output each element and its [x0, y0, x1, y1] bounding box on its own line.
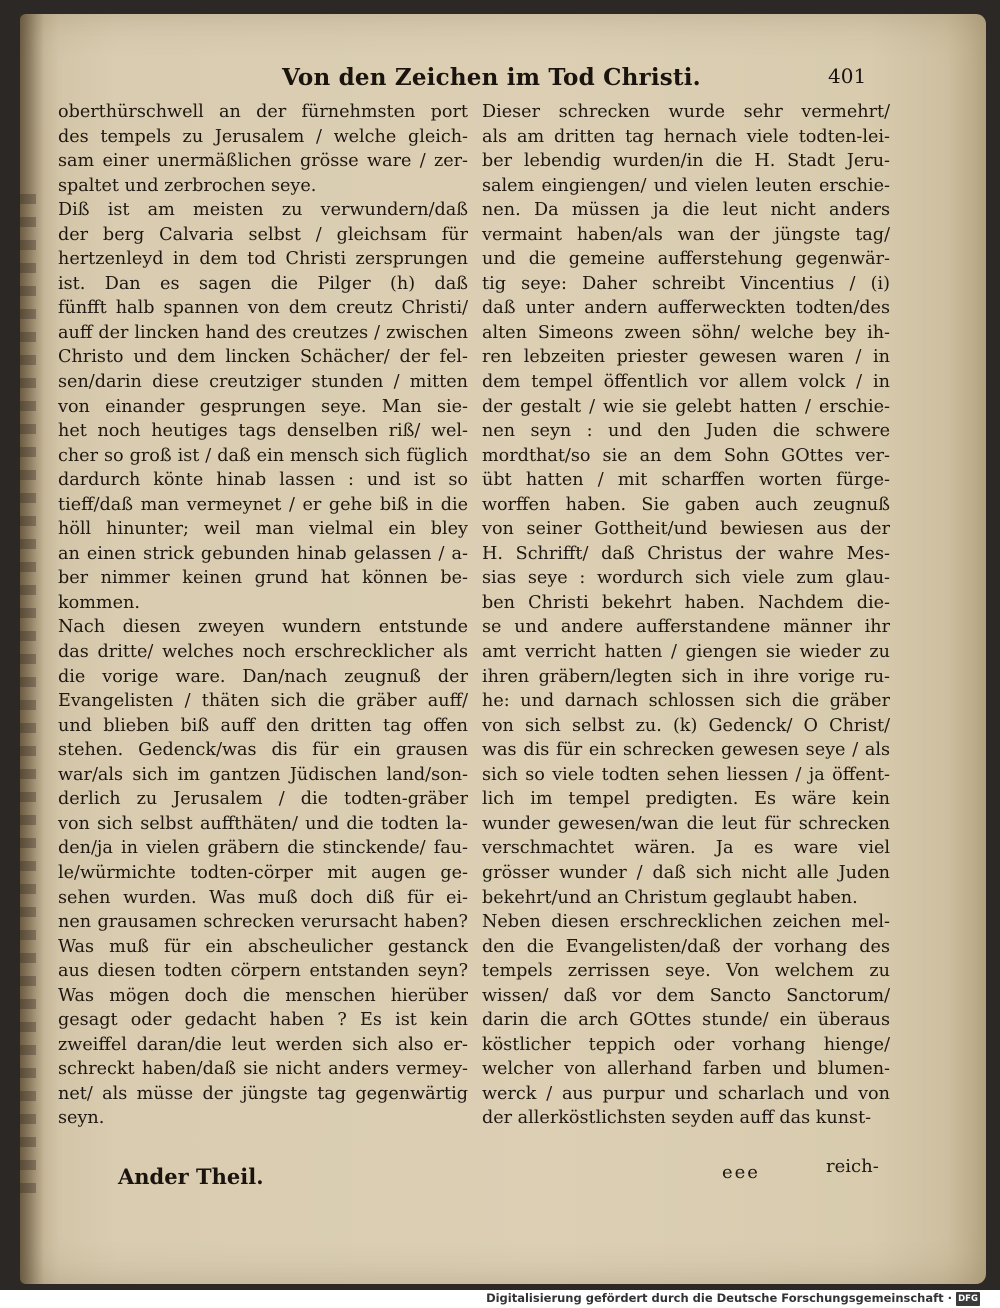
- text-line: hertzenleyd in dem tod Christi zersprungen: [58, 249, 468, 270]
- text-line: net/ als müsse der jüngste tag gegenwärtig: [58, 1083, 468, 1104]
- text-line: aus diesen todten cörpern entstanden seyn?: [58, 961, 468, 982]
- funding-credit: Digitalisierung gefördert durch die Deutsche Forschungsgemeinschaft ·: [486, 1291, 952, 1305]
- text-line: seyn.: [58, 1108, 105, 1129]
- text-line: der allerköstlichsten seyden auff das kunst-: [482, 1108, 872, 1129]
- text-line: ren lebzeiten priester gewesen waren / in: [482, 347, 890, 368]
- text-line: worffen haben. Sie gaben auch zeugnuß: [482, 494, 890, 515]
- text-line: tig seye: Daher schreibt Vincentius / (i): [482, 273, 890, 294]
- text-line: mordthat/so sie an dem Sohn GOttes ver-: [482, 445, 890, 466]
- text-line: H. Schrifft/ daß Christus der wahre Mes-: [482, 543, 890, 564]
- text-line: dem tempel öffentlich vor allem volck / in: [482, 372, 890, 393]
- text-line: darin die arch GOttes stunde/ ein überaus: [482, 1010, 890, 1031]
- text-line: Was muß für ein abscheulicher gestanck: [58, 936, 468, 957]
- text-line: die vorige ware. Dan/nach zeugnuß der: [58, 666, 468, 687]
- text-line: von seiner Gottheit/und bewiesen aus der: [482, 519, 890, 540]
- text-line: an einen strick gebunden hinab gelassen / a-: [58, 543, 468, 564]
- text-line: als am dritten tag hernach viele todten-lei-: [482, 126, 890, 147]
- text-line: kommen.: [58, 592, 140, 613]
- text-line: ber lebendig wurden/in die H. Stadt Jeru-: [482, 151, 890, 172]
- text-line: sich so viele todten sehen liessen / ja öffent-: [482, 764, 890, 785]
- text-line: von einander gesprungen seye. Man sie-: [58, 396, 468, 417]
- text-line: den die Evangelisten/daß der vorhang des: [482, 936, 890, 957]
- text-line: verschmachtet wären. Ja es ware viel: [482, 838, 890, 859]
- text-line: sehen wurden. Was muß doch diß für ei-: [58, 887, 468, 908]
- page-number: 401: [828, 64, 867, 88]
- text-line: von sich selbst auffthäten/ und die todten la-: [58, 813, 468, 834]
- text-line: Was mögen doch die menschen hierüber: [58, 985, 468, 1006]
- dfg-logo-icon: DFG: [956, 1292, 980, 1306]
- text-line: ist. Dan es sagen die Pilger (h) daß: [58, 273, 468, 294]
- text-line: von sich selbst zu. (k) Gedenck/ O Christ/: [482, 715, 890, 736]
- text-line: gesagt oder gedacht haben ? Es ist kein: [58, 1010, 468, 1031]
- text-line: cher so groß ist / daß ein mensch sich füglich: [58, 445, 468, 466]
- text-line: daß unter andern aufferweckten todten/des: [482, 298, 890, 319]
- text-line: alten Simeons zween söhn/ welche bey ih-: [482, 322, 890, 343]
- text-line: Christo und dem lincken Schächer/ der fel-: [58, 347, 468, 368]
- text-line: der berg Calvaria selbst / gleichsam für: [58, 224, 468, 245]
- text-line: was dis für ein schrecken gewesen seye / als: [482, 740, 890, 761]
- text-line: amt verricht hatten / giengen sie wieder zu: [482, 642, 890, 663]
- text-line: bekehrt/und an Christum geglaubt haben.: [482, 887, 858, 908]
- text-line: nen seyn : und den Juden die schwere: [482, 421, 890, 442]
- right-text-column: [482, 100, 890, 1131]
- text-line: werck / aus purpur und scharlach und von: [482, 1083, 890, 1104]
- facing-page-edge: [20, 194, 36, 1194]
- text-line: salem eingiengen/ und vielen leuten erschie-: [482, 175, 890, 196]
- text-line: nen grausamen schrecken verursacht haben?: [58, 912, 468, 933]
- text-line: vermaint haben/als wan der jüngste tag/: [482, 224, 890, 245]
- text-line: het noch heutiges tags denselben riß/ wel-: [58, 421, 468, 442]
- text-line: Nach diesen zweyen wundern entstunde: [58, 617, 468, 638]
- text-line: spaltet und zerbrochen seye.: [58, 175, 317, 196]
- text-line: war/als sich im gantzen Jüdischen land/son-: [58, 764, 468, 785]
- text-line: sen/darin diese creutziger stunden / mitten: [58, 372, 468, 393]
- text-line: tieff/daß man vermeynet / er gehe biß in die: [58, 494, 468, 515]
- text-line: des tempels zu Jerusalem / welche gleich-: [58, 126, 468, 147]
- text-line: ber nimmer keinen grund hat können be-: [58, 568, 468, 589]
- text-line: he: und darnach schlossen sich die gräber: [482, 691, 890, 712]
- text-line: Diß ist am meisten zu verwundern/daß: [58, 200, 468, 221]
- text-line: sias seye : wordurch sich viele zum glau-: [482, 568, 890, 589]
- text-line: fünfft halb spannen von dem creutz Christi/: [58, 298, 468, 319]
- running-head: Von den Zeichen im Tod Christi.: [282, 64, 701, 91]
- catchword: reich-: [826, 1156, 879, 1177]
- text-line: der gestalt / wie sie gelebt hatten / erschie-: [482, 396, 890, 417]
- text-line: köstlicher teppich oder vorhang hienge/: [482, 1034, 890, 1055]
- text-line: se und andere aufferstandene männer ihr: [482, 617, 890, 638]
- text-line: und die gemeine aufferstehung gegenwär-: [482, 249, 890, 270]
- signature-mark: eee: [722, 1162, 760, 1183]
- left-text-column: [58, 100, 468, 1131]
- footer-bar: [0, 1290, 1000, 1308]
- text-line: schreckt haben/daß sie nicht anders vermey-: [58, 1059, 468, 1080]
- text-line: Neben diesen erschrecklichen zeichen mel-: [482, 912, 890, 933]
- text-line: le/würmichte todten-cörper mit augen ge-: [58, 862, 468, 883]
- text-line: und blieben biß auff den dritten tag offen: [58, 715, 468, 736]
- text-line: übt hatten / mit scharffen worten fürge-: [482, 470, 890, 491]
- text-line: lich im tempel predigten. Es wäre kein: [482, 789, 890, 810]
- text-line: sam einer unermäßlichen grösse ware / zer-: [58, 151, 468, 172]
- section-heading: Ander Theil.: [118, 1164, 264, 1189]
- text-line: welcher von allerhand farben und blumen-: [482, 1059, 890, 1080]
- text-line: ihren gräbern/legten sich in ihre vorige ru-: [482, 666, 890, 687]
- text-line: wunder gewesen/wan die leut für schrecken: [482, 813, 890, 834]
- text-line: oberthürschwell an der fürnehmsten port: [58, 102, 468, 122]
- text-line: das dritte/ welches noch erschrecklicher als: [58, 642, 468, 663]
- text-line: wissen/ daß vor dem Sancto Sanctorum/: [482, 985, 890, 1006]
- text-line: Dieser schrecken wurde sehr vermehrt/: [482, 102, 890, 122]
- text-line: derlich zu Jerusalem / die todten-gräber: [58, 789, 468, 810]
- text-line: zweiffel daran/die leut werden sich also er-: [58, 1034, 468, 1055]
- text-line: grösser wunder / daß sich nicht alle Juden: [482, 862, 890, 883]
- text-line: auff der lincken hand des creutzes / zwischen: [58, 322, 468, 343]
- text-line: dardurch könte hinab lassen : und ist so: [58, 470, 468, 491]
- text-line: nen. Da müssen ja die leut nicht anders: [482, 200, 890, 221]
- text-line: tempels zerrissen seye. Von welchem zu: [482, 961, 890, 982]
- text-line: Evangelisten / thäten sich die gräber auff/: [58, 691, 468, 712]
- text-line: höll hinunter; weil man vielmal ein bley: [58, 519, 468, 540]
- text-line: stehen. Gedenck/was dis für ein grausen: [58, 740, 468, 761]
- text-line: den/ja in vielen gräbern die stinckende/ fau-: [58, 838, 468, 859]
- text-line: ben Christi bekehrt haben. Nachdem die-: [482, 592, 890, 613]
